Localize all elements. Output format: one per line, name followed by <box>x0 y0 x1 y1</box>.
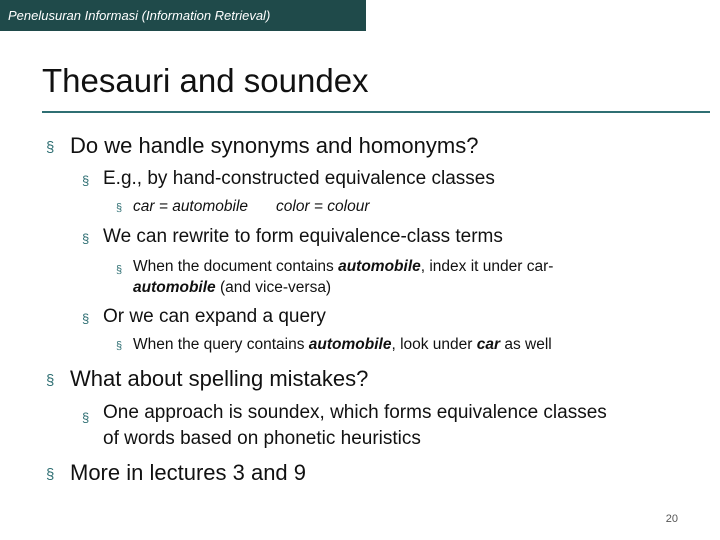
bullet-marker: § <box>46 139 55 156</box>
bullet-marker: § <box>46 466 55 483</box>
bullet-marker: § <box>116 340 123 352</box>
title-divider <box>42 111 710 113</box>
bullet-marker: § <box>116 202 123 214</box>
bullet-eg <box>82 168 495 190</box>
example-car: car = automobile <box>133 198 249 215</box>
term-car-automobile: automobile <box>133 279 216 296</box>
bullet-text: More in lectures 3 and 9 <box>70 460 307 485</box>
bullet-text: What about spelling mistakes? <box>70 366 369 391</box>
bullet-expand <box>82 306 326 328</box>
bullet-marker: § <box>82 173 90 188</box>
bullet-marker: § <box>82 311 90 326</box>
slide-title: Thesauri and soundex <box>42 62 369 99</box>
bullet-text: Do we handle synonyms and homonyms? <box>70 133 479 158</box>
term-automobile: automobile <box>308 336 392 353</box>
term-car: car <box>476 336 501 353</box>
bullet-marker: § <box>82 410 90 425</box>
bullet-expand-detail: § When the query contains automobile, look under car as well <box>116 336 552 353</box>
bullet-text-line1: One approach is soundex, which forms equivalence classes <box>103 402 607 423</box>
course-header-bar <box>0 0 366 31</box>
term-automobile: automobile <box>338 258 421 275</box>
bullet-synonyms <box>46 133 478 159</box>
bullet-marker: § <box>116 264 123 276</box>
bullet-text-line2: of words based on phonetic heuristics <box>103 428 421 449</box>
course-title: Penelusuran Informasi (Information Retrieval) <box>8 8 271 23</box>
bullet-soundex <box>82 400 607 452</box>
bullet-spelling <box>46 366 368 392</box>
bullet-more <box>46 460 306 486</box>
bullet-marker: § <box>46 372 55 389</box>
bullet-eg-examples <box>116 198 370 216</box>
bullet-text: We can rewrite to form equivalence-class terms <box>103 226 503 247</box>
bullet-rewrite-detail: § When the document contains automobile, index it under car- automobile (and vice-versa) <box>116 258 554 296</box>
bullet-rewrite <box>82 226 503 248</box>
bullet-text: E.g., by hand-constructed equivalence classes <box>103 168 495 189</box>
bullet-text: Or we can expand a query <box>103 306 326 327</box>
page-number: 20 <box>665 513 678 525</box>
bullet-marker: § <box>82 231 90 246</box>
example-color: color = colour <box>276 198 370 215</box>
